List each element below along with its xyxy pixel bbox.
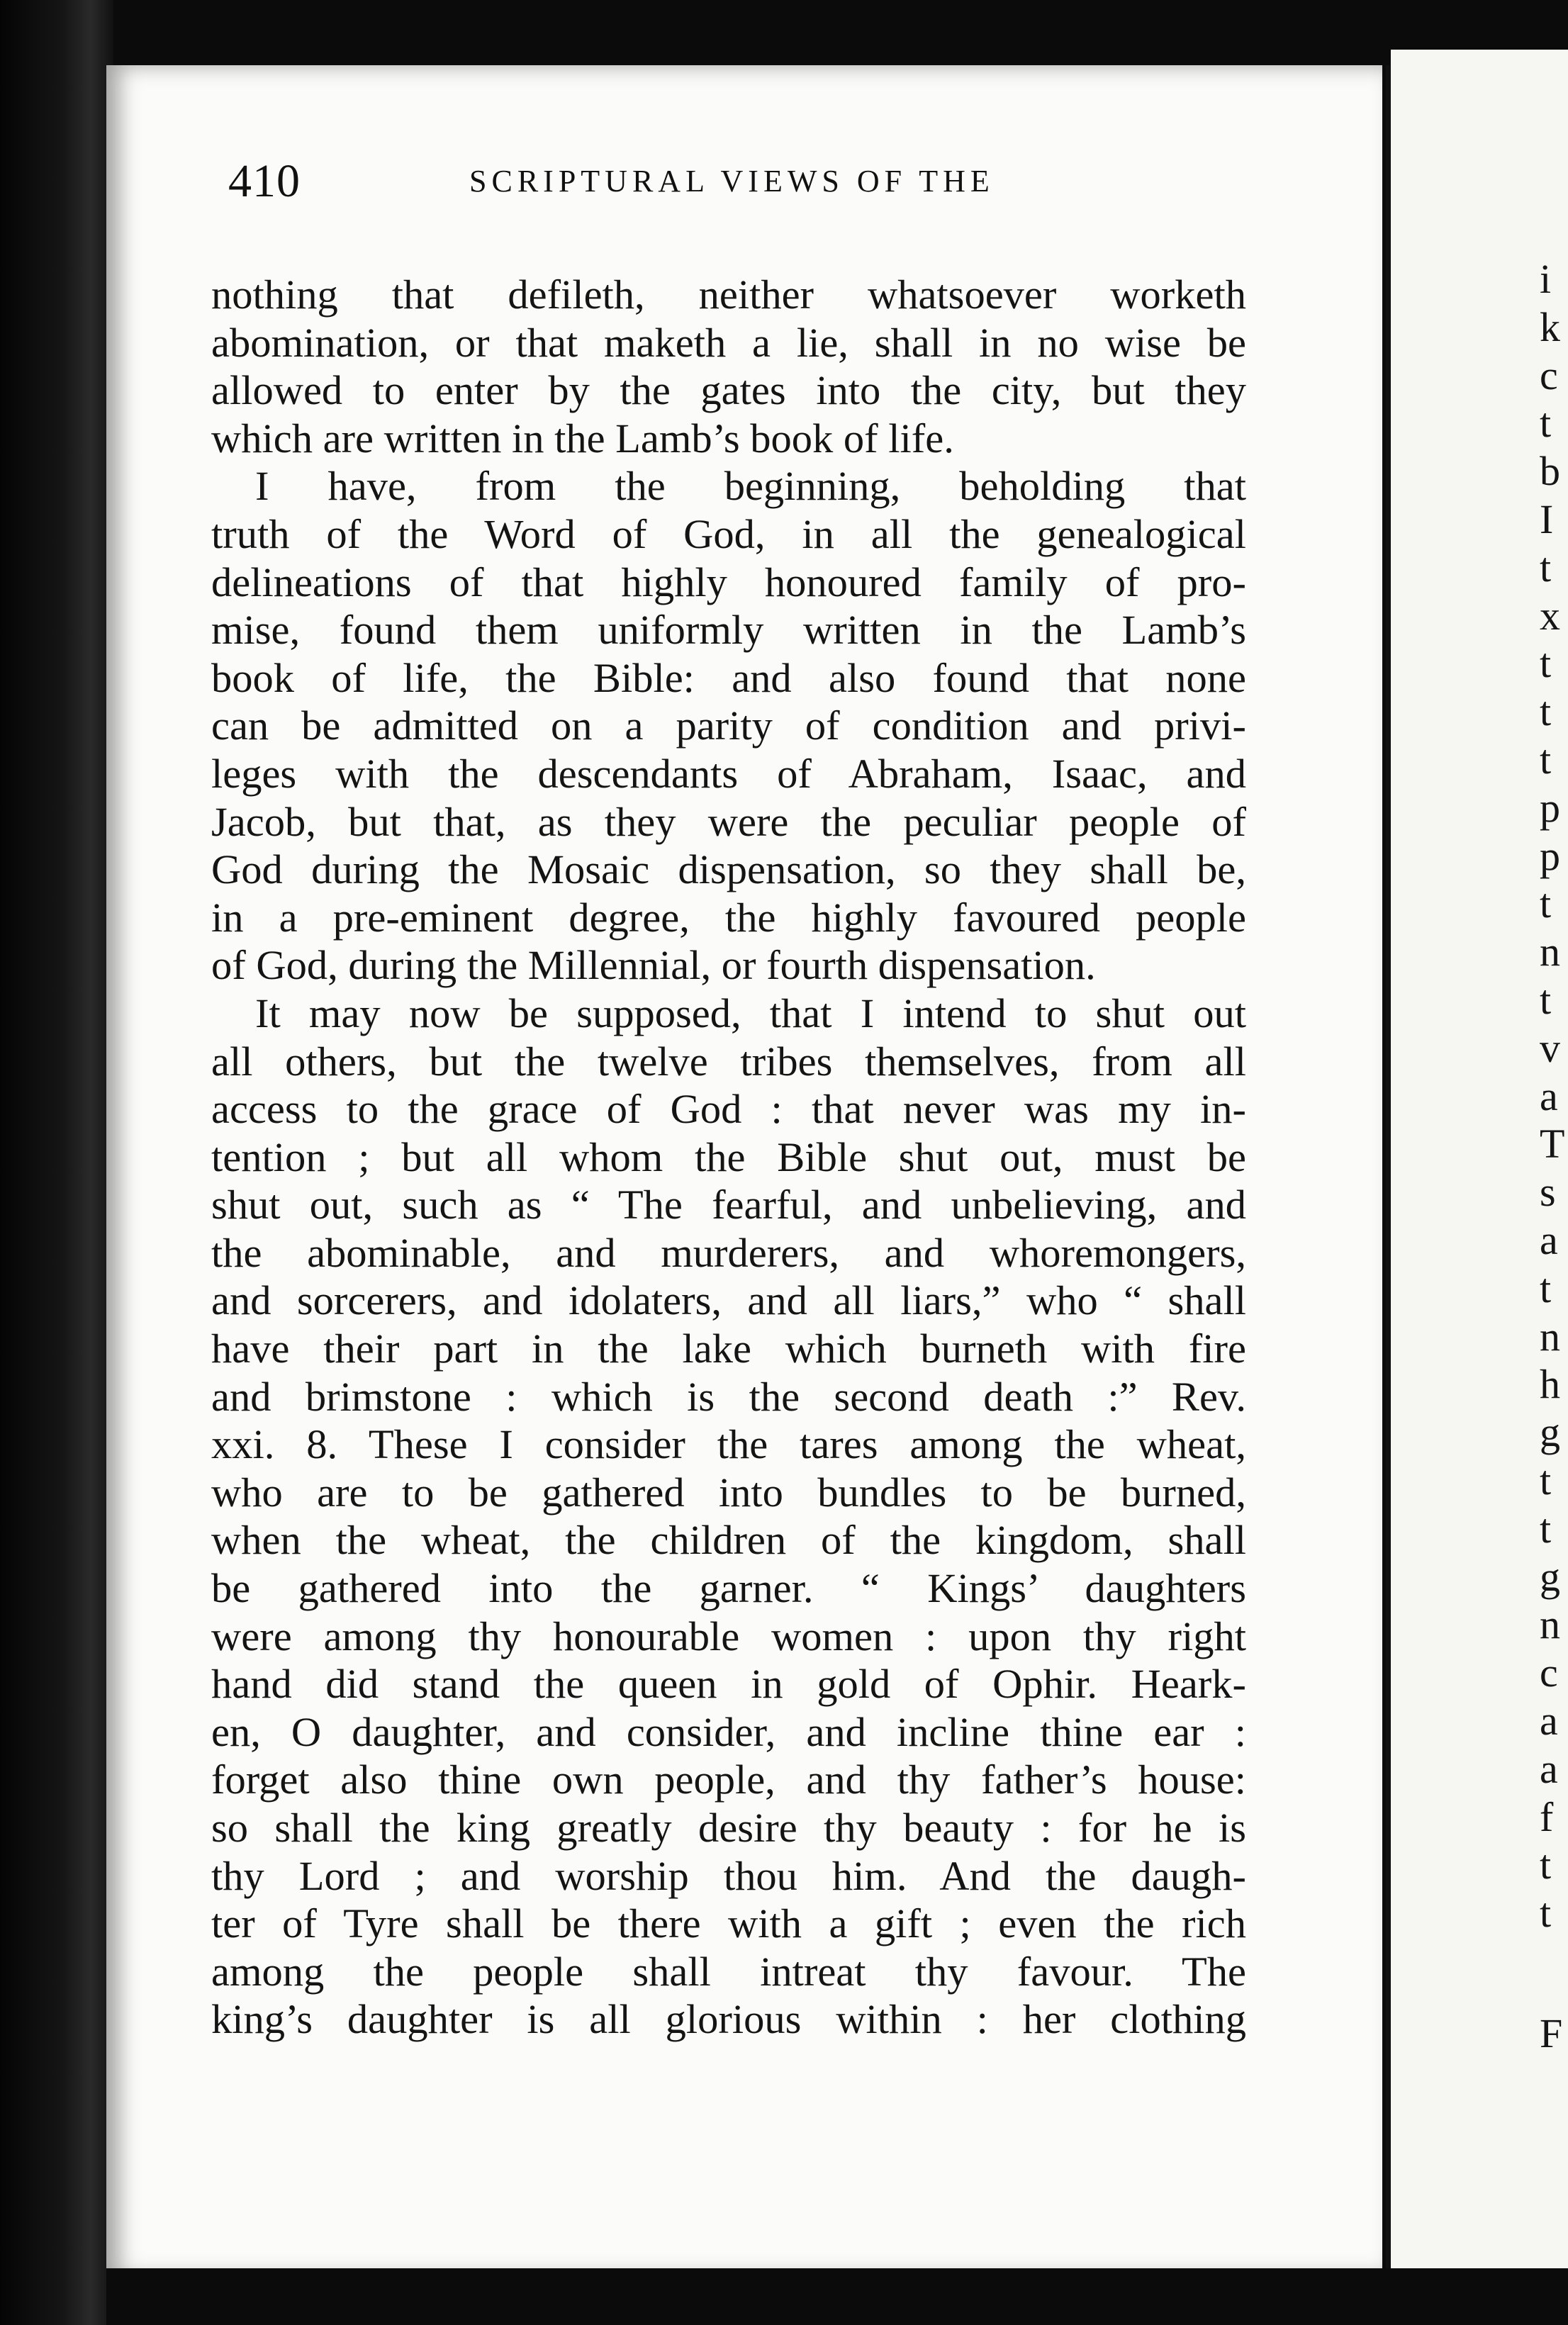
text-line: of God, during the Millennial, or fourth dispensation. [211,942,1096,989]
facing-page-fragment: t [1540,1842,1552,1888]
text-line: abomination, or that maketh a lie, shall in no wise be [211,319,1246,366]
running-head [228,155,1334,211]
text-line: I have, from the beginning, beholding that [255,463,1246,510]
text-line: have their part in the lake which burneth with fire [211,1326,1246,1372]
facing-page-fragment: i [1540,256,1552,302]
text-line: and sorcerers, and idolaters, and all liars,” who “ shall [211,1277,1246,1324]
running-title: SCRIPTURAL VIEWS OF THE [469,164,995,198]
text-line: shut out, such as “ The fearful, and unbelieving, and [211,1182,1246,1228]
facing-page-fragment: t [1540,640,1552,687]
facing-page-fragment: t [1540,1457,1552,1503]
text-line: It may now be supposed, that I intend to shut out [255,990,1246,1036]
text-line: tention ; but all whom the Bible shut out, must be [211,1133,1246,1180]
facing-page-fragment: a [1540,1216,1558,1263]
text-line: be gathered into the garner. “ Kings’ daughters [211,1565,1246,1612]
text-line: so shall the king greatly desire thy beauty : for he is [211,1805,1246,1851]
page-gutter [1386,65,1390,2277]
text-line: thy Lord ; and worship thou him. And the daugh- [211,1852,1246,1899]
facing-page-fragment: h [1540,1361,1560,1408]
text-line: which are written in the Lamb’s book of life. [211,415,954,461]
facing-page-text [1540,255,1568,2058]
text-line: can be admitted on a parity of condition and privi- [211,702,1246,749]
body-text [211,271,1246,2044]
facing-page-fragment: v [1540,1024,1560,1071]
text-line: were among thy honourable women : upon thy right [211,1613,1246,1659]
facing-page-fragment: a [1540,1697,1558,1744]
text-line: among the people shall intreat thy favour. The [211,1948,1246,1995]
facing-page-fragment: t [1540,400,1552,447]
text-line: leges with the descendants of Abraham, Isaac, and [211,750,1246,797]
text-line: ter of Tyre shall be there with a gift ; even the rich [211,1900,1246,1947]
text-line: the abominable, and murderers, and whoremongers, [211,1229,1246,1276]
facing-page-fragment: a [1540,1072,1558,1119]
text-line: book of life, the Bible: and also found that none [211,654,1246,701]
facing-page-fragment: t [1540,688,1552,735]
text-line: hand did stand the queen in gold of Ophir. Heark- [211,1661,1246,1708]
text-line: en, O daughter, and consider, and incline thine ear : [211,1708,1246,1755]
facing-page-fragment: g [1540,1409,1560,1456]
facing-page-fragment [1540,1937,1568,2010]
text-line: Jacob, but that, as they were the peculiar people of [211,798,1246,845]
facing-page-fragment: c [1540,1649,1558,1696]
text-line: God during the Mosaic dispensation, so they shall be, [211,846,1246,893]
text-line: nothing that defileth, neither whatsoever worketh [211,271,1246,318]
facing-page-fragment: t [1540,736,1552,783]
facing-page-fragment: t [1540,1890,1552,1937]
book-left-edge [0,0,113,2325]
text-line: all others, but the twelve tribes themselves, from all [211,1038,1246,1085]
facing-page-fragment: p [1540,784,1560,831]
facing-page-fragment: t [1540,976,1552,1023]
facing-page-fragment: I [1540,495,1554,542]
facing-page-fragment: T [1540,1121,1565,1167]
text-line: mise, found them uniformly written in the Lamb’s [211,607,1246,654]
text-line: allowed to enter by the gates into the city, but they [211,367,1246,414]
text-line: and brimstone : which is the second death :” Rev. [211,1373,1246,1420]
facing-page-fragment: p [1540,832,1560,879]
facing-page-fragment: t [1540,1265,1552,1311]
facing-page-fragment: n [1540,929,1560,975]
facing-page-fragment: s [1540,1169,1556,1216]
facing-page-fragment: g [1540,1553,1560,1600]
facing-page-fragment: t [1540,544,1552,590]
text-line: forget also thine own people, and thy father’s house: [211,1757,1246,1803]
facing-page-fragment: c [1540,352,1558,398]
text-line: who are to be gathered into bundles to be burned, [211,1469,1246,1516]
facing-page-fragment: k [1540,303,1560,350]
page-number: 410 [228,155,301,207]
text-line: access to the grace of God : that never was my in- [211,1086,1246,1133]
facing-page-fragment: a [1540,1745,1558,1792]
text-line: delineations of that highly honoured family of pro- [211,559,1246,605]
text-line: king’s daughter is all glorious within : her clothing [211,1996,1246,2043]
text-line: in a pre-eminent degree, the highly favoured people [211,894,1246,941]
facing-page-fragment: t [1540,880,1552,927]
bottom-edge [106,2268,1568,2325]
text-line: xxi. 8. These I consider the tares among the wheat, [211,1421,1246,1468]
facing-page-fragment: n [1540,1601,1560,1648]
facing-page-fragment: n [1540,1313,1560,1360]
facing-page-fragment: x [1540,592,1560,639]
facing-page-fragment: F [1540,2010,1563,2056]
facing-page-fragment: f [1540,1793,1554,1840]
text-line: when the wheat, the children of the kingdom, shall [211,1517,1246,1564]
text-line: truth of the Word of God, in all the genealogical [211,510,1246,557]
facing-page-fragment: b [1540,448,1560,495]
facing-page-fragment: t [1540,1505,1552,1552]
